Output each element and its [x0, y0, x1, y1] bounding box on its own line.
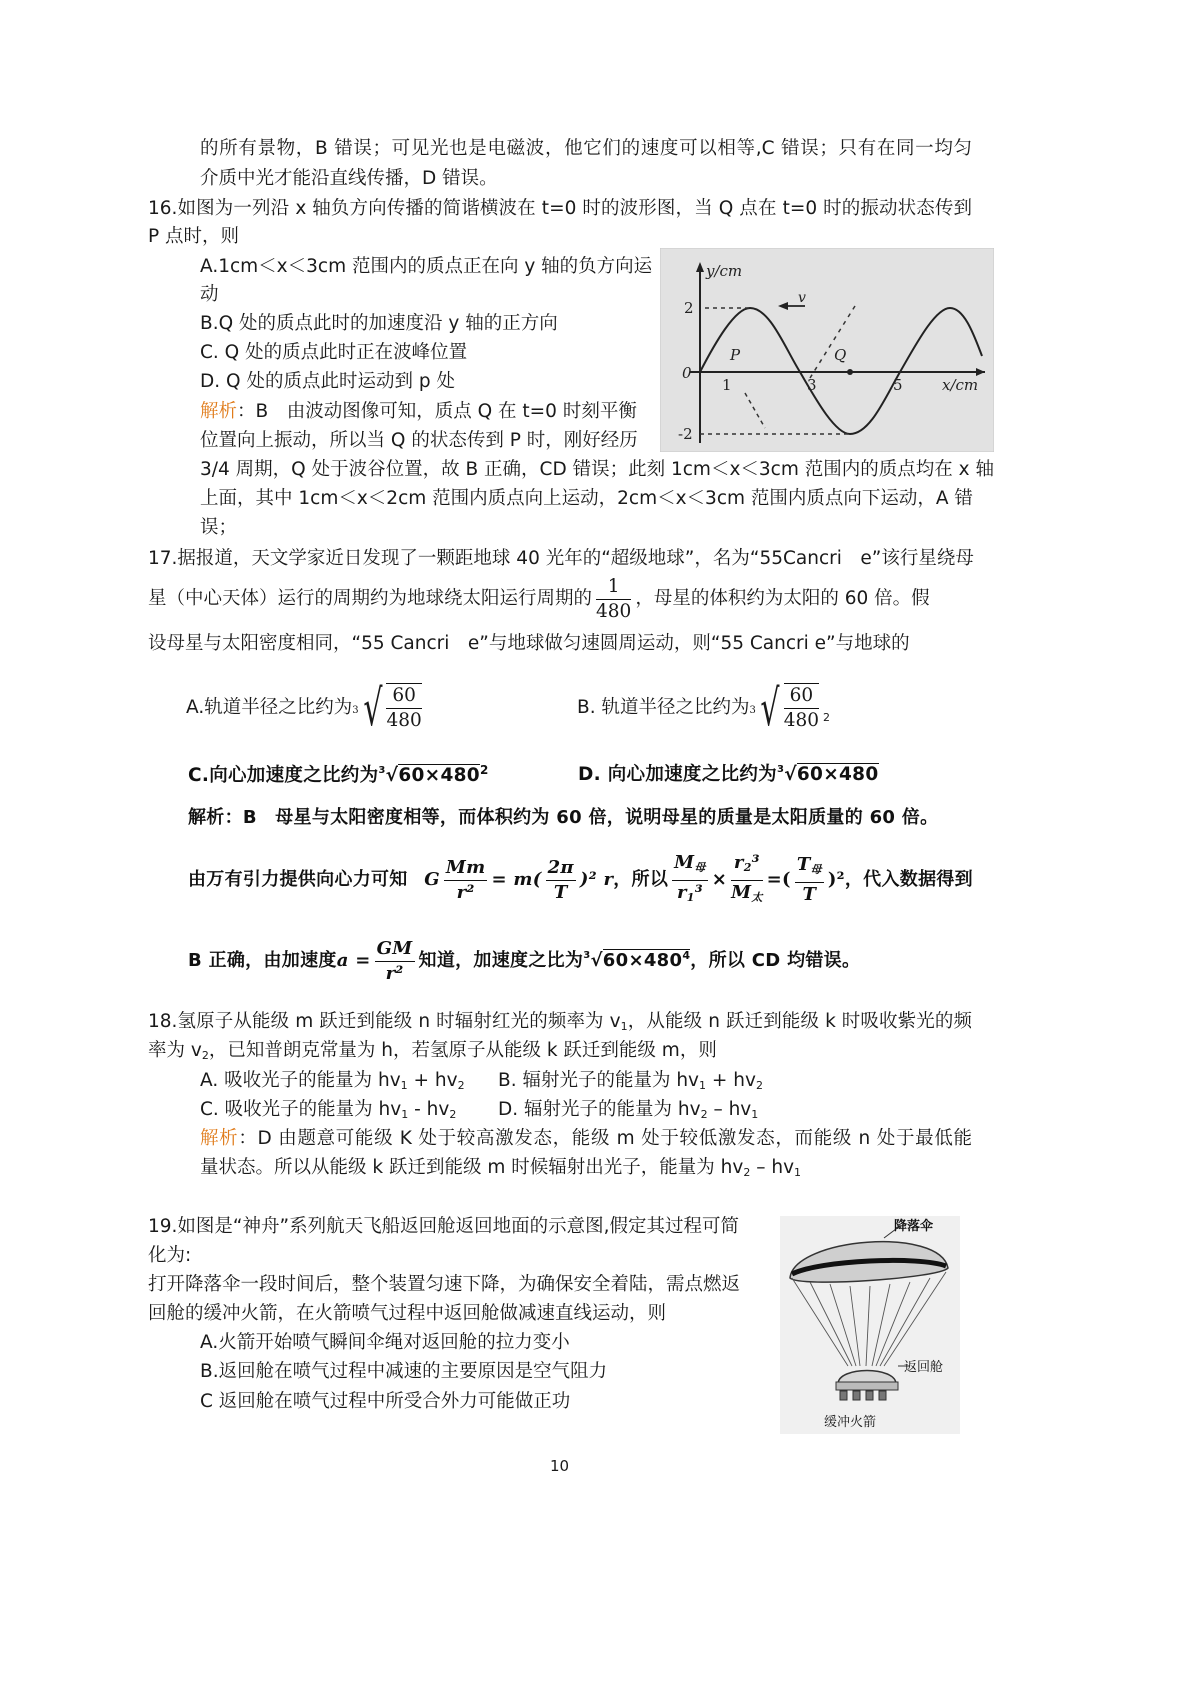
q17-answer: 解析：B 母星与太阳密度相等，而体积约为 60 倍，说明母星的质量是太阳质量的 60 倍。: [188, 807, 939, 828]
parachute-label: 降落伞: [894, 1219, 934, 1234]
q17-stem: 17.据报道，天文学家近日发现了一颗距地球 40 光年的“超级地球”，名为“55Cancri e”该行星绕母: [148, 548, 974, 569]
q18-answer: 量状态。所以从能级 k 跃迁到能级 m 时候辐射出光子，能量为 $hv_2 - hv_1$: [200, 1157, 802, 1179]
q18-stem: 率为 $v_2$，已知普朗克常量为 h，若氢原子从能级 k 跃迁到能级 m，则: [148, 1040, 717, 1062]
tick-2: 2: [684, 299, 694, 317]
point-q-label: Q: [834, 346, 847, 364]
origin-label: 0: [682, 364, 692, 382]
cube-root: 3 √ 60 480: [749, 679, 820, 737]
x-axis-label: x/cm: [942, 376, 979, 394]
q19-option-b: B.返回舱在喷气过程中减速的主要原因是空气阻力: [200, 1361, 608, 1382]
q17-answer: B 正确，由加速度a = $\frac{GM}{\text{r²}}$ 知道，加速度之比为$^3√60\times 480^4$，所以 CD 均错误。: [188, 937, 861, 984]
tick-x1: 1: [722, 376, 732, 394]
q16-answer: 位置向上振动，所以当 Q 的状态传到 P 时，刚好经历: [200, 430, 638, 451]
q17-option-a: A.轨道半径之比约为 3 √ 60 480: [186, 678, 426, 738]
q18-stem: 18.氢原子从能级 m 跃迁到能级 n 时辐射红光的频率为 $v_1$，从能级 n 跃迁到能级 k 时吸收紫光的频: [148, 1011, 972, 1033]
text-line: 介质中光才能沿直线传播，D 错误。: [200, 168, 498, 189]
q16-answer: 误；: [200, 517, 238, 538]
answer-label: 解析: [200, 401, 238, 422]
q17-answer: 由万有引力提供向心力可知 G $\frac{Mm}{\text{r²}}$ = m( $\frac{2\pi}{T}$ )² r，所以 $M_母$ $r_1^3$ × $r_2^3$ $M_太$ =( $T_母$ T )²，代入数据得到: [188, 851, 973, 905]
q16-option-a: 动: [200, 284, 219, 305]
capsule-label: 返回舱: [904, 1360, 944, 1375]
fraction: $\frac{1}{480}$: [596, 575, 632, 622]
q16-option-b: B.Q 处的质点此时的加速度沿 y 轴的正方向: [200, 313, 558, 334]
velocity-label: v: [798, 290, 806, 306]
q19-stem: 化为:: [148, 1245, 192, 1266]
q16-answer: 上面，其中 1cm＜x＜2cm 范围内质点向上运动，2cm＜x＜3cm 范围内质点向下运动，A 错: [200, 488, 973, 509]
q17-stem: 设母星与太阳密度相同，“55 Cancri e”与地球做匀速圆周运动，则“55 Cancri e”与地球的: [148, 633, 910, 654]
q19-stem: 打开降落伞一段时间后，整个装置匀速下降，为确保安全着陆，需点燃返: [148, 1274, 741, 1295]
q19-option-a: A.火箭开始喷气瞬间伞绳对返回舱的拉力变小: [200, 1332, 570, 1353]
q17-option-b: B. 轨道半径之比约为 3 √ 60 480 $_2$: [577, 679, 831, 737]
text-line: 的所有景物，B 错误；可见光也是电磁波，他它们的速度可以相等,C 错误；只有在同一均匀: [200, 138, 972, 159]
y-axis-label: y/cm: [706, 262, 743, 280]
q16-answer: 解析：B 由波动图像可知，质点 Q 在 t=0 时刻平衡: [200, 401, 637, 422]
capsule-figure: [780, 1216, 960, 1434]
q16-stem: P 点时，则: [148, 226, 240, 247]
q16-stem: 16.如图为一列沿 x 轴负方向传播的简谐横波在 t=0 时的波形图，当 Q 点在 t=0 时的振动状态传到: [148, 198, 972, 219]
q17-stem: 星（中心天体）运行的周期约为地球绕太阳运行周期的 $\frac{1}{480}$ ，母星的体积约为太阳的 60 倍。假: [148, 575, 930, 622]
q18-option-a: A. 吸收光子的能量为 $hv_1 + hv_2$: [200, 1070, 465, 1092]
tick-x5: 5: [893, 376, 903, 394]
q18-answer: 解析：D 由题意可能级 K 处于较高激发态，能级 m 处于较低激发态，而能级 n 处于最低能: [200, 1128, 972, 1149]
page-number: 10: [550, 1457, 570, 1475]
q19-stem: 回舱的缓冲火箭，在火箭喷气过程中返回舱做减速直线运动，则: [148, 1303, 667, 1324]
tick-x3: 3: [807, 376, 817, 394]
q16-answer: 3/4 周期，Q 处于波谷位置，故 B 正确，CD 错误；此刻 1cm＜x＜3cm 范围内的质点均在 x 轴: [200, 459, 994, 480]
tick-neg2: -2: [678, 425, 693, 443]
point-p-label: P: [730, 346, 741, 364]
q18-option-b: B. 辐射光子的能量为 $hv_1 + hv_2$: [498, 1070, 763, 1092]
q17-option-c: C.向心加速度之比约为$^3√60\times 480^2$: [188, 763, 489, 787]
rocket-label: 缓冲火箭: [824, 1415, 877, 1430]
answer-label: 解析: [200, 1128, 239, 1149]
q16-option-c: C. Q 处的质点此时正在波峰位置: [200, 342, 468, 363]
q18-option-c: C. 吸收光子的能量为 $hv_1 - hv_2$: [200, 1099, 457, 1121]
q16-option-d: D. Q 处的质点此时运动到 p 处: [200, 371, 455, 392]
q18-option-d: D. 辐射光子的能量为 $hv_2 - hv_1$: [498, 1099, 759, 1121]
q19-stem: 19.如图是“神舟”系列航天飞船返回舱返回地面的示意图,假定其过程可简: [148, 1216, 739, 1237]
q19-option-c: C 返回舱在喷气过程中所受合外力可能做正功: [200, 1391, 571, 1412]
q16-option-a: A.1cm＜x＜3cm 范围内的质点正在向 y 轴的负方向运: [200, 256, 653, 277]
q17-option-d: D. 向心加速度之比约为$^3$√60×480: [578, 764, 879, 785]
cube-root: 3 √ 60 480: [352, 679, 422, 737]
wave-figure: [660, 248, 994, 452]
